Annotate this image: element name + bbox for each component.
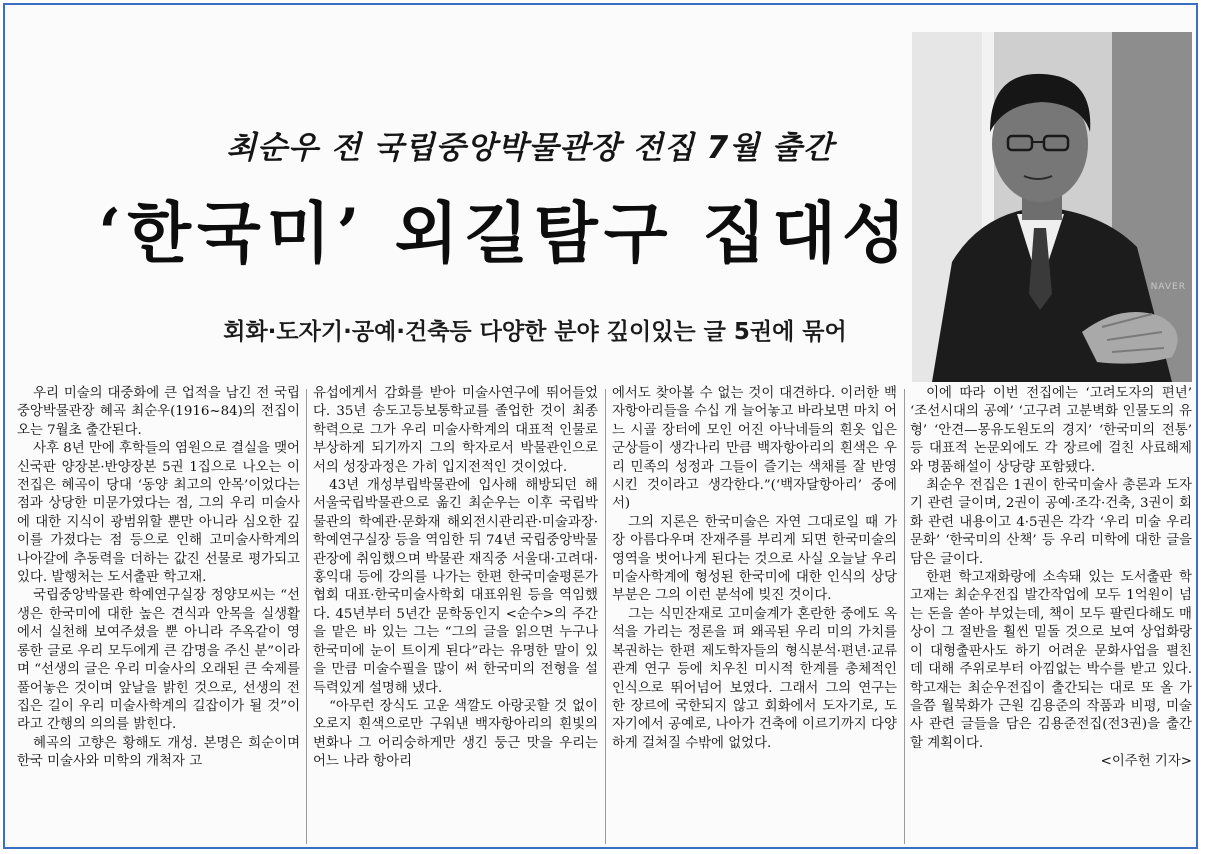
article-kicker: 최순우 전 국립중앙박물관장 전집 7월 출간 [226, 130, 834, 166]
paragraph: 국립중앙박물관 학예연구실장 정양모씨는 “선생은 한국미에 대한 높은 견식과 안목을 실생활에서 실천해 보여주셨을 뿐 아니라 주옥같이 영롱한 글로 우리 모두에게 큰 감명을 주신 분”이라며 “선생의 글은 우리 미술사의 오래된 큰 숙제를 풀어놓은 것이며 앞날을 밝힌 것으로, 선생의 전집은 길이 우리 미술사학계의 길잡이가 될 것”이라고 간행의 의의를 밝힌다. [17, 588, 300, 733]
portrait-photo [912, 32, 1192, 382]
paragraph: 우리 미술의 대중화에 큰 업적을 남긴 전 국립중앙박물관장 혜곡 최순우(1916~84)의 전집이 오는 7월초 출간된다. [17, 386, 300, 438]
paragraph: 한편 학고재화랑에 소속돼 있는 도서출판 학고재는 최순우전집 발간작업에 모두 1억원이 넘는 돈을 쏟아 부었는데, 책이 모두 팔린다해도 매상이 그 절반을 훨씬 밑돌 것으로 보여 상업화랑이 대형출판사도 하기 어려운 문화사업을 펼친 데 대해 주위로부터 아낌없는 박수를 받고 있다. 학고재는 최순우전집이 출간되는 대로 또 올 가을쯤 월북화가 근원 김용준의 작품과 비평, 미술사 관련 글들을 담은 김용준전집(전3권)을 출간할 계획이다. [910, 570, 1192, 751]
paragraph: “아무런 장식도 고운 색깔도 아랑곳할 것 없이 오로지 흰색으로만 구워낸 백자항아리의 흰빛의 변화나 그 어리숭하게만 생긴 둥근 맛을 우리는 어느 나라 항아리 [313, 698, 598, 770]
column-divider [904, 389, 905, 844]
paragraph: 에서도 찾아볼 수 없는 것이 대견하다. 이러한 백자항아리들을 수십 개 늘어놓고 바라보면 마치 어느 시골 장터에 모인 어진 아낙네들의 흰옷 입은 군상들이 생각나리 만큼 백자항아리의 흰색은 우리 민족의 성정과 그들이 즐기는 색채를 잘 반영시킨 것이라고 생각한다.”(‘백자달항아리’ 중에서) [612, 386, 897, 512]
column-divider [605, 389, 606, 844]
paragraph: 혜곡의 고향은 황해도 개성. 본명은 희순이며 한국 미술사와 미학의 개척자 고 [17, 735, 300, 770]
article-column-1 [17, 385, 300, 847]
portrait-illustration [912, 32, 1192, 382]
paragraph: 사후 8년 만에 후학들의 염원으로 결실을 맺어 신국판 양장본·반양장본 5권 1집으로 나오는 이 전집은 혜곡이 당대 ‘동양 최고의 안목’이었다는 점과 상당한 미문가였다는 점, 그의 우리 미술사에 대한 지식이 광범위할 뿐만 아니라 심오한 깊이를 가졌다는 점 등으로 인해 고미술사학계의 나아갈에 추동력을 더하는 값진 선물로 평가되고 있다. 발행처는 도서출판 학고재. [17, 441, 300, 586]
article-column-2 [313, 385, 598, 847]
article-column-4 [910, 385, 1192, 847]
column-divider [306, 389, 307, 844]
paragraph: 43년 개성부립박물관에 입사해 해방되던 해 서울국립박물관으로 옮긴 최순우는 이후 국립박물관의 학예관·문화재 해외전시관리관·미술과장·학예연구실장 등을 역임한 뒤 74년 국립중앙박물관장에 취임했으며 박물관 재직중 서울대·고려대·홍익대 등에 강의를 나가는 한편 한국미술평론가협회 대표·한국미술사학회 대표위원 등을 역임했다. 45년부터 5년간 문학동인지 <순수>의 주간을 맡은 바 있는 그는 “그의 글을 읽으면 누구나 한국미에 눈이 트이게 된다”라는 유명한 말이 있을 만큼 미술수필을 많이 써 한국미의 전형을 설득력있게 설명해 냈다. [313, 478, 598, 696]
article-headline: ‘한국미’ 외길탐구 집대성 [98, 194, 912, 272]
paragraph: 그는 식민잔재로 고미술계가 혼란한 중에도 옥석을 가리는 정론을 펴 왜곡된 우리 미의 가치를 복권하는 한편 제도학자들의 형식분석·편년·교류관계 연구 등에 치우친 미시적 한계를 총체적인 인식으로 뛰어넘어 보였다. 그래서 그의 연구는 한 장르에 국한되지 않고 회화에서 도자기로, 도자기에서 공예로, 나아가 건축에 이르기까지 다양하게 걸쳐질 수밖에 없었다. [612, 606, 897, 751]
paragraph: 그의 지론은 한국미술은 자연 그대로일 때 가장 아름다우며 잔재주를 부리게 되면 한국미술의 영역을 벗어나게 된다는 것으로 사실 오늘날 우리 미술사학계에 형성된 한국미에 대한 인식의 상당부분은 그의 이런 분석에 빚진 것이다. [612, 514, 897, 604]
photo-watermark: NAVER [1150, 282, 1186, 292]
newspaper-clipping [3, 3, 1198, 849]
article-column-3 [612, 385, 897, 847]
paragraph: 이에 따라 이번 전집에는 ‘고려도자의 편년’ ‘조선시대의 공예’ ‘고구려 고분벽화 인물도의 유형’ ‘안견—몽유도원도의 경지’ ‘한국미의 전통’ 등 대표적 논문외에도 각 장르에 걸친 사료해제와 명품해설이 상당량 포함됐다. [910, 386, 1192, 475]
paragraph: 최순우 전집은 1권이 한국미술사 총론과 도자기 관련 글이며, 2권이 공예·조각·건축, 3권이 회화 관련 내용이고 4·5권은 각각 ‘우리 미술 우리 문화’ ‘한국미의 산책’ 등 우리 미학에 대한 글을 담은 글이다. [910, 478, 1192, 567]
paragraph: 유섭에게서 감화를 받아 미술사연구에 뛰어들었다. 35년 송도고등보통학교를 졸업한 것이 최종학력으로 그가 우리 미술사학계의 대표적 인물로 부상하게 되기까지 그의 학자로서 박물관인으로서의 성장과정은 가히 입지전적인 것이었다. [313, 386, 598, 475]
byline: <이주헌 기자> [1100, 754, 1192, 770]
article-subhead: 회화·도자기·공예·건축등 다양한 분야 깊이있는 글 5권에 묶어 [223, 319, 847, 345]
